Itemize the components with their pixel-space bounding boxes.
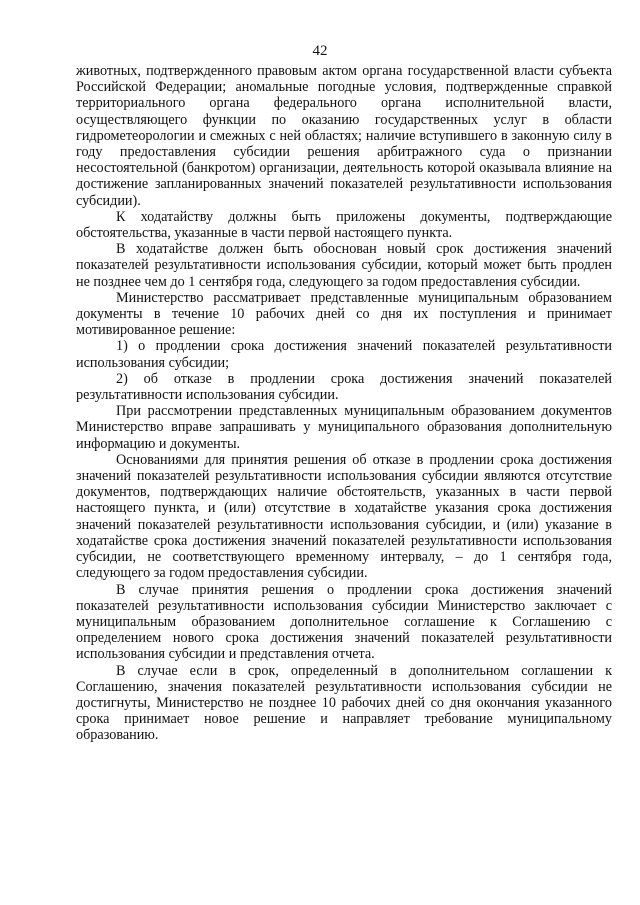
paragraph-continuation: животных, подтвержденного правовым актом органа государственной власти субъекта Российской Федерации; аномальные погодные условия, подтвержденные справкой территориального органа федерального органа исполнительной власти, осуществляющего функции по оказанию государственных услуг в области гидрометеорологии и смежных с ней областях; наличие вступившего в законную силу в году предоставления субсидии решения арбитражного суда о признании несостоятельной (банкротом) организации, деятельность которой оказывала влияние на достижение запланированных значений показателей результативности использования субсидии). — [76, 63, 612, 209]
paragraph-additional-agreement: В случае принятия решения о продлении срока достижения значений показателей результативности использования субсидии Министерство заключает с муниципальным образованием дополнительное соглашение к Соглашению с определением нового срока достижения значений показателей результативности использования субсидии и представления отчета. — [76, 581, 612, 663]
paragraph-attachments: К ходатайству должны быть приложены документы, подтверждающие обстоятельства, указанные в части первой настоящего пункта. — [76, 208, 612, 242]
document-body — [76, 63, 612, 744]
page-number: 42 — [312, 43, 328, 59]
paragraph-additional-info: При рассмотрении представленных муниципальным образованием документов Министерство вправе запрашивать у муниципального образования дополнительную информацию и документы. — [76, 403, 612, 452]
paragraph-new-decision: В случае если в срок, определенный в дополнительном соглашении к Соглашению, значения показателей результативности использования субсидии не достигнуты, Министерство не позднее 10 рабочих дней со дня окончания указанного срока принимает новое решение и направляет требование муниципальному образованию. — [76, 662, 612, 744]
paragraph-new-deadline: В ходатайстве должен быть обоснован новый срок достижения значений показателей результативности использования субсидии, который может быть продлен не позднее чем до 1 сентября года, следующего за годом предоставления субсидии. — [76, 241, 612, 290]
list-item-refusal: 2) об отказе в продлении срока достижения значений показателей результативности использования субсидии. — [76, 370, 612, 404]
list-item-extension: 1) о продлении срока достижения значений показателей результативности использования субсидии; — [76, 338, 612, 371]
paragraph-refusal-grounds: Основаниями для принятия решения об отказе в продлении срока достижения значений показателей результативности использования субсидии являются отсутствие документов, подтверждающих наличие обстоятельств, указанных в части первой настоящего пункта, и (или) отсутствие в ходатайстве указания срока достижения значений показателей результативности использования субсидии, и (или) указание в ходатайстве срока достижения значений показателей результативности использования субсидии, не соответствующего временному интервалу, – до 1 сентября года, следующего за годом предоставления субсидии. — [76, 451, 612, 582]
paragraph-ministry-review: Министерство рассматривает представленные муниципальным образованием документы в течение 10 рабочих дней со дня их поступления и принимает мотивированное решение: — [76, 289, 612, 339]
